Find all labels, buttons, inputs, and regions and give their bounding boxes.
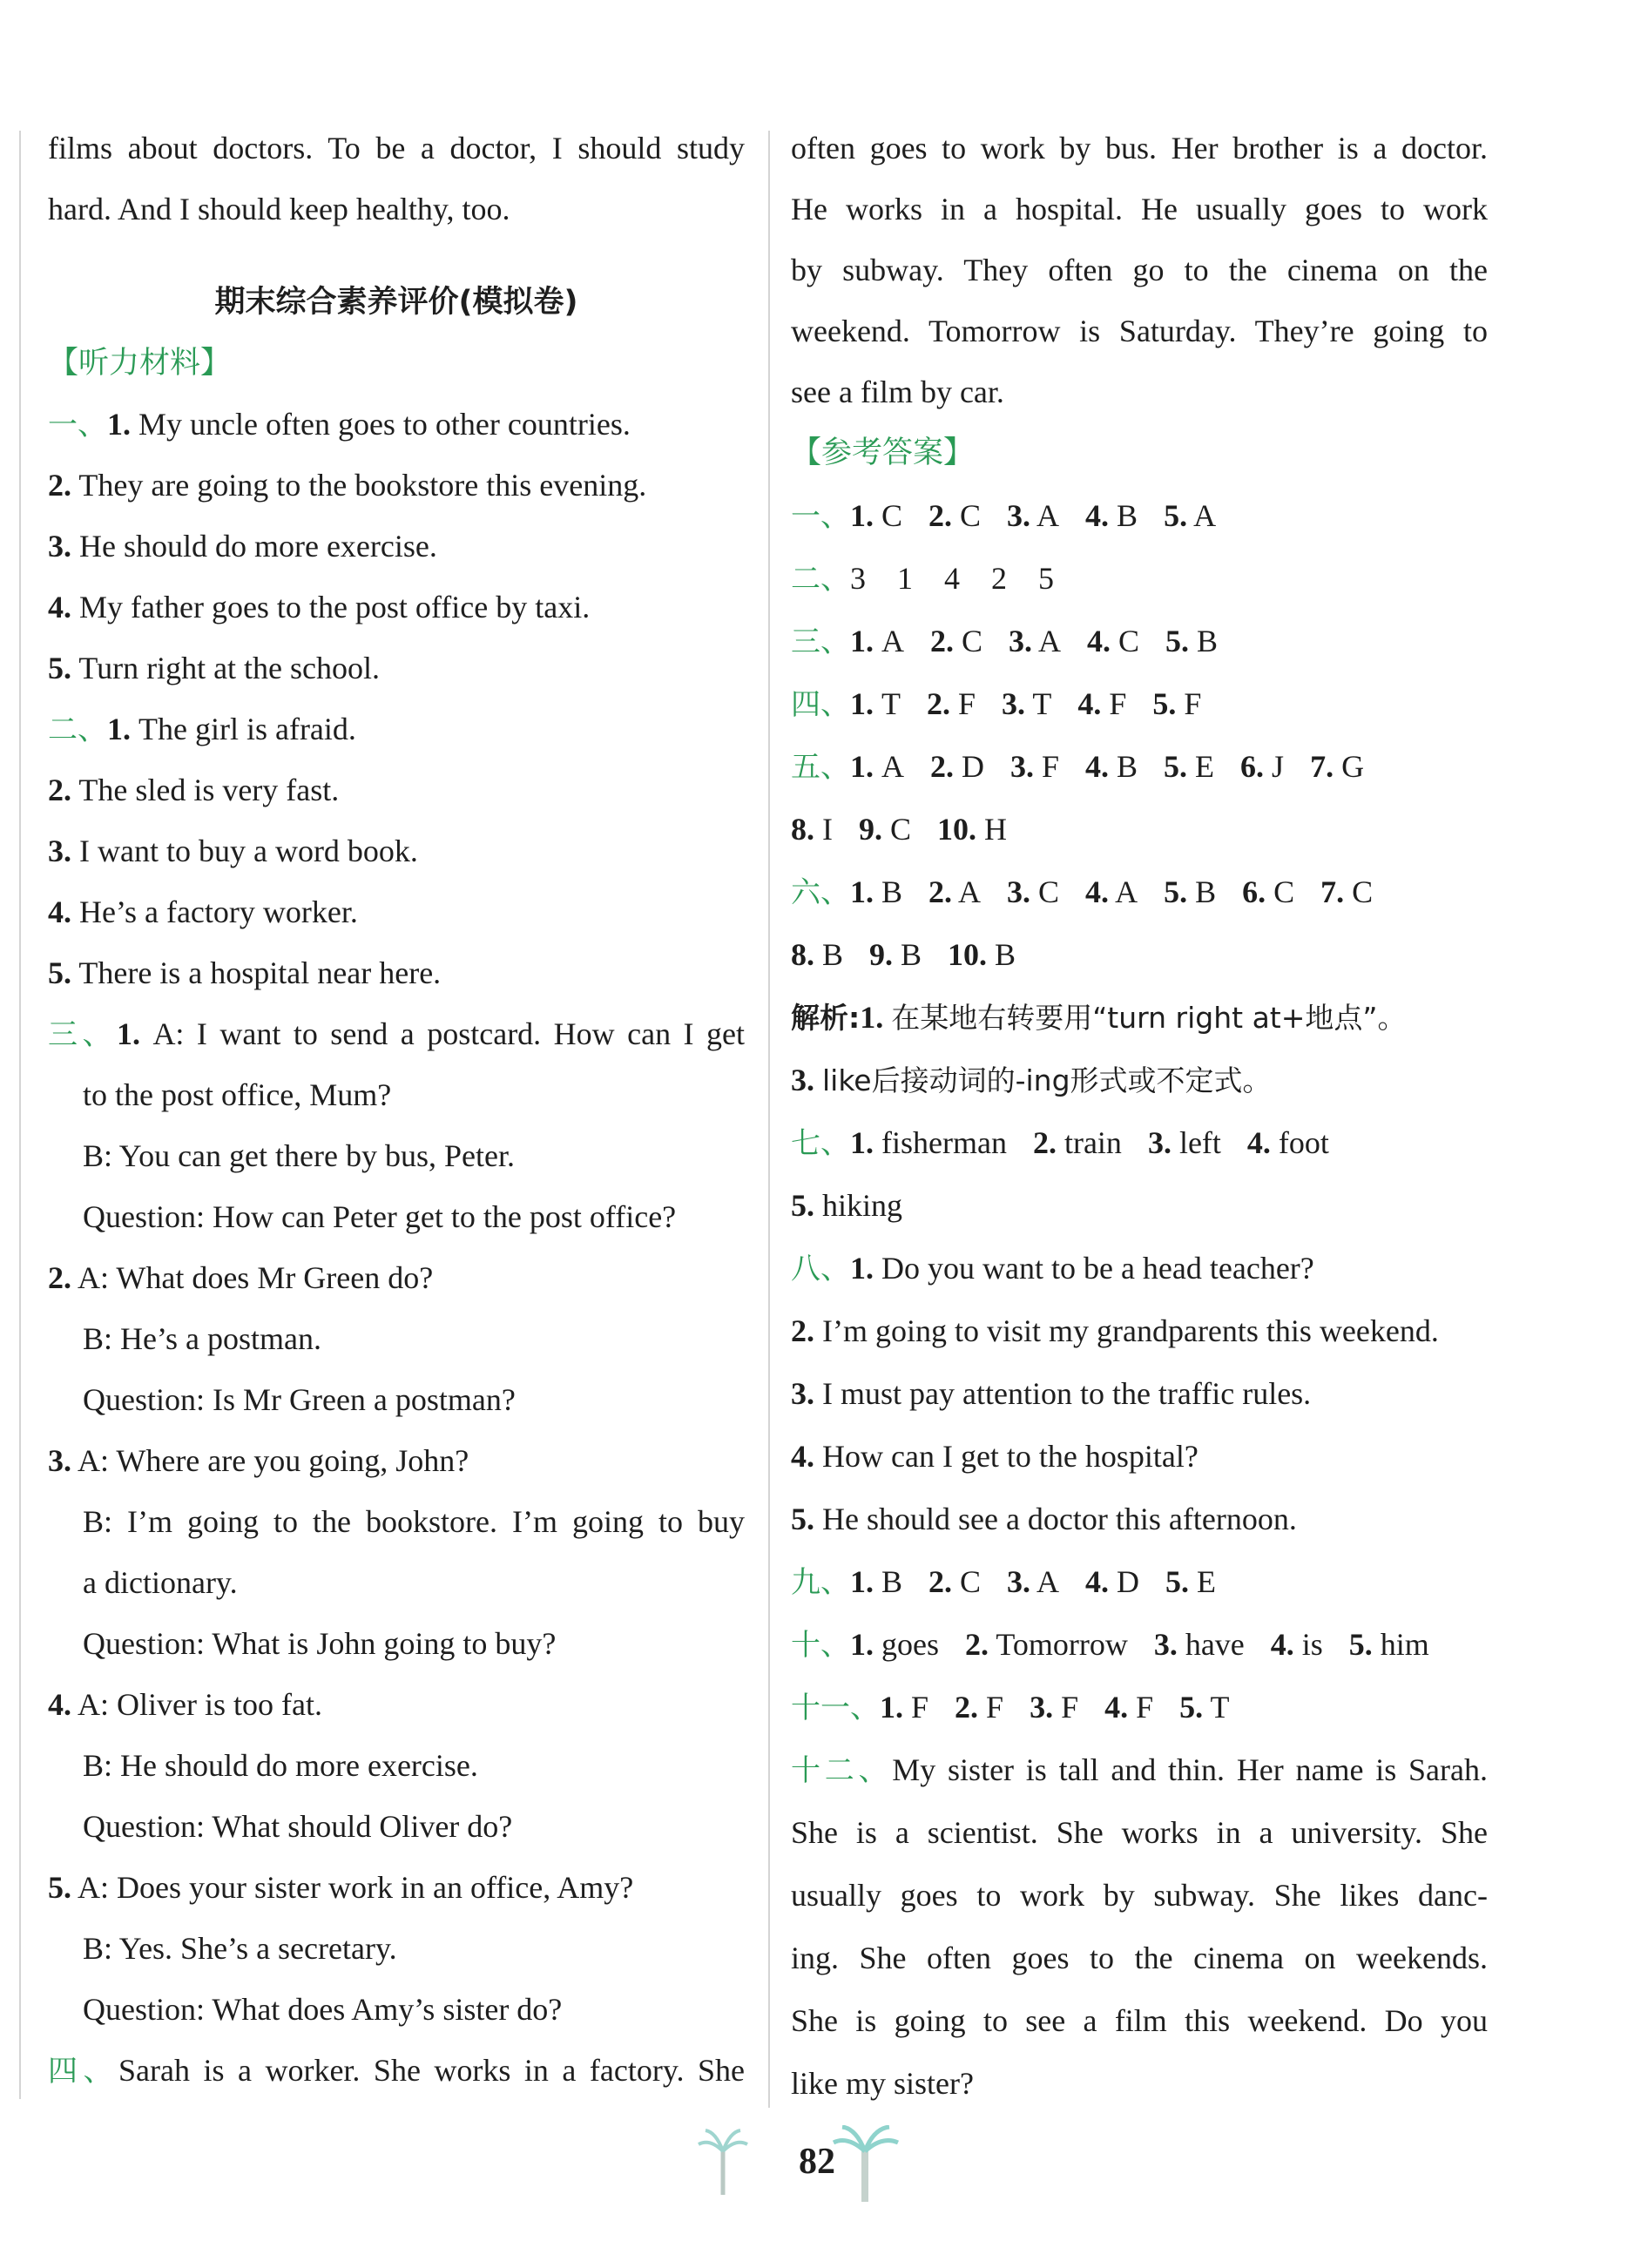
intro-line-1: films about doctors. To be a doctor, I should study [48, 131, 745, 165]
analysis-line-1: 解析:1. 在某地右转要用“turn right at+地点”。 [791, 1000, 1407, 1035]
answer-part-9: 九、1. B 2. C 3. A 4. D 5. E [791, 1564, 1217, 1600]
answer-part-11: 十一、1. F 2. F 3. F 4. F 5. T [791, 1690, 1230, 1725]
answer-part-12-line-6: like my sister? [791, 2066, 974, 2101]
page-footer [0, 2125, 1634, 2195]
answer-part-8-item-4: 4. How can I get to the hospital? [791, 1439, 1198, 1474]
answer-part-1: 一、1. C 2. C 3. A 4. B 5. A [791, 498, 1217, 534]
listening-part1-item-3: 3. He should do more exercise. [48, 529, 437, 564]
dialogue-4-line-2: B: He should do more exercise. [83, 1748, 478, 1783]
section-label-listening: 【听力材料】 [48, 346, 232, 381]
answer-part-7-row-1: 七、1. fisherman 2. train 3. left 4. foot [791, 1125, 1329, 1161]
column-divider [768, 131, 770, 2108]
dialogue-3-question: Question: What is John going to buy? [83, 1626, 557, 1661]
answer-part-12-line-5: She is going to see a film this weekend. Do you [791, 2003, 1488, 2038]
dialogue-1-line-1: 三、1. A: I want to send a postcard. How can I get [48, 1016, 745, 1052]
dialogue-2-question: Question: Is Mr Green a postman? [83, 1382, 516, 1417]
answer-part-12-line-2: She is a scientist. She works in a university. She [791, 1815, 1488, 1850]
answer-part-6-row-2: 8. B 9. B 10. B [791, 937, 1016, 972]
answer-part-8-item-1: 八、1. Do you want to be a head teacher? [791, 1251, 1314, 1286]
listening-part1-item-4: 4. My father goes to the post office by taxi. [48, 590, 591, 624]
answer-part-5-row-2: 8. I 9. C 10. H [791, 812, 1008, 847]
dialogue-4-question: Question: What should Oliver do? [83, 1809, 513, 1844]
part-number: 四、 [48, 2054, 118, 2089]
dialogue-1-question: Question: How can Peter get to the post office? [83, 1199, 677, 1234]
passage-cont-line-2: He works in a hospital. He usually goes to work [791, 192, 1488, 226]
answer-part-12-line-4: ing. She often goes to the cinema on weekends. [791, 1941, 1488, 1975]
answer-part-10: 十、1. goes 2. Tomorrow 3. have 4. is 5. him [791, 1627, 1429, 1663]
answer-part-12-line-1: 十二、My sister is tall and thin. Her name is Sarah. [791, 1752, 1488, 1788]
listening-part2-item-4: 4. He’s a factory worker. [48, 894, 358, 929]
dialogue-2-line-2: B: He’s a postman. [83, 1321, 321, 1356]
dialogue-3-line-2: B: I’m going to the bookstore. I’m going to buy [83, 1504, 745, 1539]
passage-cont-line-4: weekend. Tomorrow is Saturday. They’re going to [791, 314, 1488, 348]
part-number: 三、 [48, 1017, 117, 1052]
listening-part1-item-2: 2. They are going to the bookstore this evening. [48, 468, 647, 503]
part-number: 二、 [48, 712, 107, 747]
answer-part-3: 三、1. A 2. C 3. A 4. C 5. B [791, 624, 1219, 659]
dialogue-5-question: Question: What does Amy’s sister do? [83, 1992, 563, 2027]
palm-tree-right-icon [832, 2125, 901, 2204]
answer-part-5-row-1: 五、1. A 2. D 3. F 4. B 5. E 6. J 7. G [791, 749, 1365, 785]
listening-part2-item-2: 2. The sled is very fast. [48, 773, 340, 807]
listening-part1-item-1: 一、1. My uncle often goes to other countries. [48, 407, 631, 442]
passage-cont-line-1: often goes to work by bus. Her brother is a doctor. [791, 131, 1488, 165]
intro-line-2: hard. And I should keep healthy, too. [48, 192, 510, 226]
dialogue-1-line-2: to the post office, Mum? [83, 1077, 392, 1112]
answer-part-7-row-2: 5. hiking [791, 1188, 903, 1223]
dialogue-3-line-1: 3. A: Where are you going, John? [48, 1443, 469, 1478]
passage-line-1: 四、Sarah is a worker. She works in a factory. She [48, 2053, 745, 2089]
dialogue-4-line-1: 4. A: Oliver is too fat. [48, 1687, 322, 1722]
listening-part2-item-1: 二、1. The girl is afraid. [48, 712, 356, 747]
answer-part-8-item-5: 5. He should see a doctor this afternoon. [791, 1502, 1297, 1536]
passage-cont-line-3: by subway. They often go to the cinema on the [791, 253, 1488, 287]
section-label-answers: 【参考答案】 [791, 435, 975, 470]
dialogue-3-line-3: a dictionary. [83, 1565, 238, 1600]
passage-cont-line-5: see a film by car. [791, 375, 1004, 409]
answer-part-8-item-3: 3. I must pay attention to the traffic rules. [791, 1376, 1312, 1411]
dialogue-1-line-3: B: You can get there by bus, Peter. [83, 1138, 515, 1173]
dialogue-5-line-2: B: Yes. She’s a secretary. [83, 1931, 397, 1966]
answer-part-4: 四、1. T 2. F 3. T 4. F 5. F [791, 686, 1202, 722]
answer-part-8-item-2: 2. I’m going to visit my grandparents this weekend. [791, 1313, 1439, 1348]
dialogue-2-line-1: 2. A: What does Mr Green do? [48, 1260, 434, 1295]
left-margin-line [19, 131, 21, 2099]
part-number: 一、 [48, 408, 107, 442]
analysis-line-2: 3. like后接动词的-ing形式或不定式。 [791, 1063, 1272, 1097]
answer-part-12-line-3: usually goes to work by subway. She likes danc- [791, 1878, 1488, 1913]
answer-part-2: 二、3 1 4 2 5 [791, 561, 1055, 597]
exam-title: 期末综合素养评价(模拟卷) [214, 285, 578, 320]
page-number: 82 [799, 2142, 835, 2182]
listening-part2-item-3: 3. I want to buy a word book. [48, 834, 418, 868]
dialogue-5-line-1: 5. A: Does your sister work in an office, Amy? [48, 1870, 634, 1905]
answer-part-6-row-1: 六、1. B 2. A 3. C 4. A 5. B 6. C 7. C [791, 874, 1374, 910]
listening-part2-item-5: 5. There is a hospital near here. [48, 955, 442, 990]
listening-part1-item-5: 5. Turn right at the school. [48, 651, 381, 685]
